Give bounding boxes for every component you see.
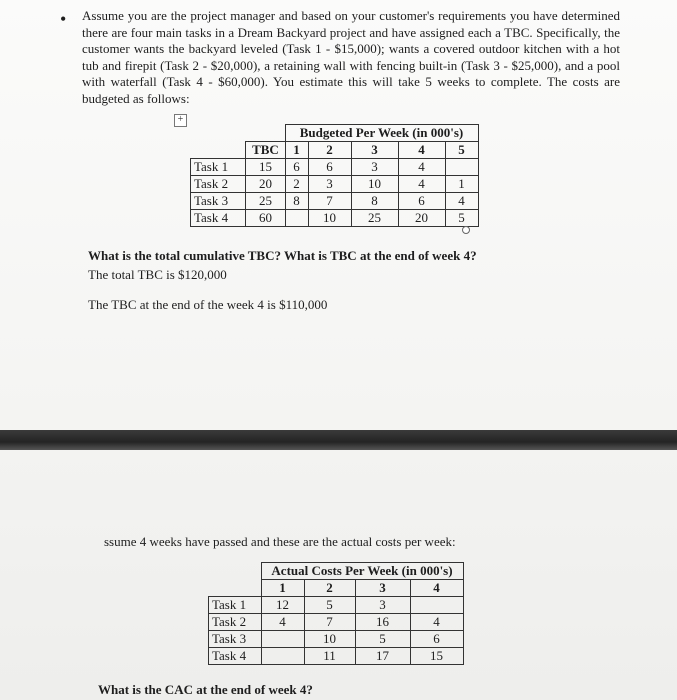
question-tbc: What is the total cumulative TBC? What is TBC at the end of week 4? (88, 248, 477, 263)
answer-total-tbc: The total TBC is $120,000 (88, 267, 227, 282)
week-header: 4 (410, 580, 463, 597)
week-cell: 6 (308, 159, 351, 176)
week-cell: 1 (445, 176, 478, 193)
week-cell: 6 (410, 631, 463, 648)
week-cell: 11 (304, 648, 355, 665)
week-cell: 10 (351, 176, 398, 193)
intro-paragraph: Assume you are the project manager and based on your customer's requirements you have determined there are four main tasks in a Dream Backyard project and have assigned each a TBC. Specifically, the customer wants the backyard leveled (Task 1 - $15,000); wants a covered outdoor kitchen with a hot tub and firepit (Task 2 - $20,000), a retaining wall with fencing built-in (Task 3 - $25,000), and a pool with waterfall (Task 4 - $60,000). You estimate this will take 5 weeks to complete. The costs are budgeted as follows: (82, 8, 620, 106)
bullet-point: • (60, 9, 67, 29)
week-cell: 7 (308, 193, 351, 210)
week-cell: 15 (410, 648, 463, 665)
budget-table (190, 124, 479, 227)
week-cell: 6 (285, 159, 308, 176)
tbc-cell: 20 (246, 176, 285, 193)
table-resize-handle[interactable] (462, 226, 470, 234)
week-cell: 4 (410, 614, 463, 631)
week-cell: 4 (261, 614, 304, 631)
week-cell: 6 (398, 193, 445, 210)
table-row (209, 648, 464, 665)
week-cell (285, 210, 308, 227)
task-label: Task 3 (209, 631, 262, 648)
table-row (191, 210, 479, 227)
week-cell (261, 648, 304, 665)
table-row (191, 176, 479, 193)
actual-costs-table (208, 562, 464, 665)
week-cell: 10 (308, 210, 351, 227)
week-cell: 4 (445, 193, 478, 210)
week-cell: 17 (355, 648, 410, 665)
question-cac: What is the CAC at the end of week 4? (98, 682, 313, 697)
table-row (191, 193, 479, 210)
week-cell: 10 (304, 631, 355, 648)
week-cell: 3 (355, 597, 410, 614)
week-cell (261, 631, 304, 648)
tbc-header: TBC (246, 142, 285, 159)
actual-costs-intro: ssume 4 weeks have passed and these are the actual costs per week: (104, 534, 456, 549)
divider-bar (0, 430, 677, 450)
week-cell: 4 (398, 159, 445, 176)
week-header: 2 (304, 580, 355, 597)
week-cell: 2 (285, 176, 308, 193)
answer-week4-tbc: The TBC at the end of the week 4 is $110,000 (88, 297, 328, 312)
week-cell: 20 (398, 210, 445, 227)
week-cell: 3 (351, 159, 398, 176)
task-label: Task 3 (191, 193, 246, 210)
tbc-cell: 15 (246, 159, 285, 176)
week-header: 1 (261, 580, 304, 597)
tbc-cell: 60 (246, 210, 285, 227)
week-cell: 5 (304, 597, 355, 614)
week-cell: 5 (355, 631, 410, 648)
week-header: 3 (351, 142, 398, 159)
week-cell: 3 (308, 176, 351, 193)
table-row (191, 159, 479, 176)
week-header: 4 (398, 142, 445, 159)
week-header: 3 (355, 580, 410, 597)
actual-table-title: Actual Costs Per Week (in 000's) (261, 563, 463, 580)
table-row (209, 597, 464, 614)
week-header: 5 (445, 142, 478, 159)
table-expand-icon[interactable]: + (174, 114, 187, 127)
week-cell (410, 597, 463, 614)
task-label: Task 1 (191, 159, 246, 176)
table-row (209, 631, 464, 648)
week-cell: 4 (398, 176, 445, 193)
task-label: Task 1 (209, 597, 262, 614)
week-header: 2 (308, 142, 351, 159)
week-cell: 12 (261, 597, 304, 614)
week-cell: 8 (351, 193, 398, 210)
task-label: Task 4 (191, 210, 246, 227)
week-cell: 5 (445, 210, 478, 227)
week-cell: 16 (355, 614, 410, 631)
tbc-cell: 25 (246, 193, 285, 210)
task-label: Task 4 (209, 648, 262, 665)
week-cell (445, 159, 478, 176)
week-header: 1 (285, 142, 308, 159)
table-row (209, 614, 464, 631)
week-cell: 25 (351, 210, 398, 227)
budget-table-title: Budgeted Per Week (in 000's) (285, 125, 478, 142)
task-label: Task 2 (209, 614, 262, 631)
week-cell: 8 (285, 193, 308, 210)
task-label: Task 2 (191, 176, 246, 193)
week-cell: 7 (304, 614, 355, 631)
